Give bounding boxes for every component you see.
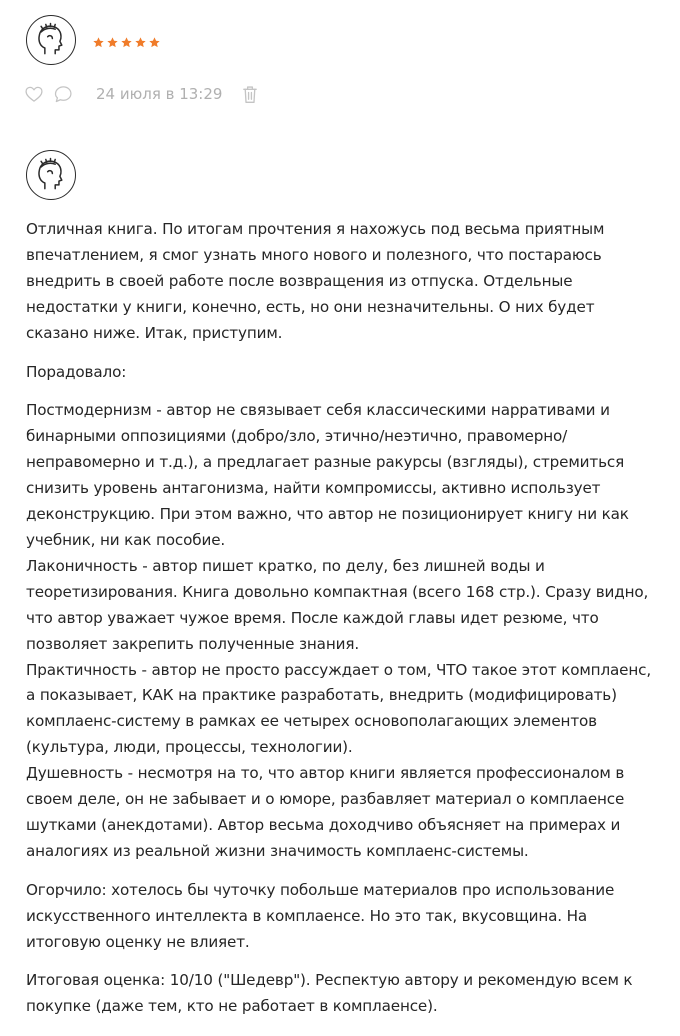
review-paragraph-cons: Огорчило: хотелось бы чуточку побольше материалов про использование искусственного интеллекта в комплаенсе. Но это так, вкусовщина. На итоговую оценку не влияет. [26,880,615,951]
review-paragraph-pros: Постмодернизм - автор не связывает себя классическими нарративами и бинарными оппозициями (добро/зло, этично/неэтично, правомерно/ неправомерно и т.д.), а предлагает разные ракурсы (взгляды), стремиться снизить уровень антагонизма, найти компромиссы, активно использует деконструкцию. При этом важно, что автор не позиционирует книгу ни как учебник, ни как пособие. Лаконичность - автор пишет кратко, по делу, без лишней воды и теоретизирования. Книга довольно компактная (всего 168 стр.). Сразу видно, что автор уважает чужое время. После каждой главы идет резюме, что позволяет закрепить полученные знания. Практичность - автор не просто рассуждает о том, ЧТО такое этот комплаенс, а показывает, КАК на практике разработать, внедрить (модифицировать) комплаенс-систему в рамках ее четырех основополагающих элементов (культура, люди, процессы, технологии). Душевность - несмотря на то, что автор книги является профессионалом в своем деле, он не забывает и о юморе, разбавляет материал о комплаенсе шутками (анекдотами). Автор весьма доходчиво объясняет на примерах и аналогиях из реальной жизни значимость комплаенс-системы. [26,401,652,860]
star-icon [148,36,161,49]
heart-icon[interactable] [24,84,44,104]
trash-icon[interactable] [242,85,258,104]
star-icon [134,36,147,49]
rating-stars [92,36,161,50]
review-date: 24 июля в 13:29 [96,85,223,103]
review-paragraph-pros-heading: Порадовало: [26,362,127,381]
review-author-avatar[interactable] [26,150,76,200]
star-icon [120,36,133,49]
review-actions [24,83,258,105]
review-paragraph-verdict: Итоговая оценка: 10/10 ("Шедевр"). Респектую автору и рекомендую всем к покупке (даже тем, кто не работает в комплаенсе). [26,971,633,1016]
star-icon [92,36,105,49]
comment-icon[interactable] [52,84,74,104]
laurel-profile-icon [27,16,74,63]
star-icon [106,36,119,49]
review-text [26,217,658,1033]
reviewer-avatar[interactable] [26,15,76,65]
laurel-profile-icon [27,151,74,198]
review-paragraph-intro: Отличная книга. По итогам прочтения я нахожусь под весьма приятным впечатлением, я смог узнать много нового и полезного, что постараюсь внедрить в своей работе после возвращения из отпуска. Отдельные недостатки у книги, конечно, есть, но они незначительны. О них будет сказано ниже. Итак, приступим. [26,220,605,342]
